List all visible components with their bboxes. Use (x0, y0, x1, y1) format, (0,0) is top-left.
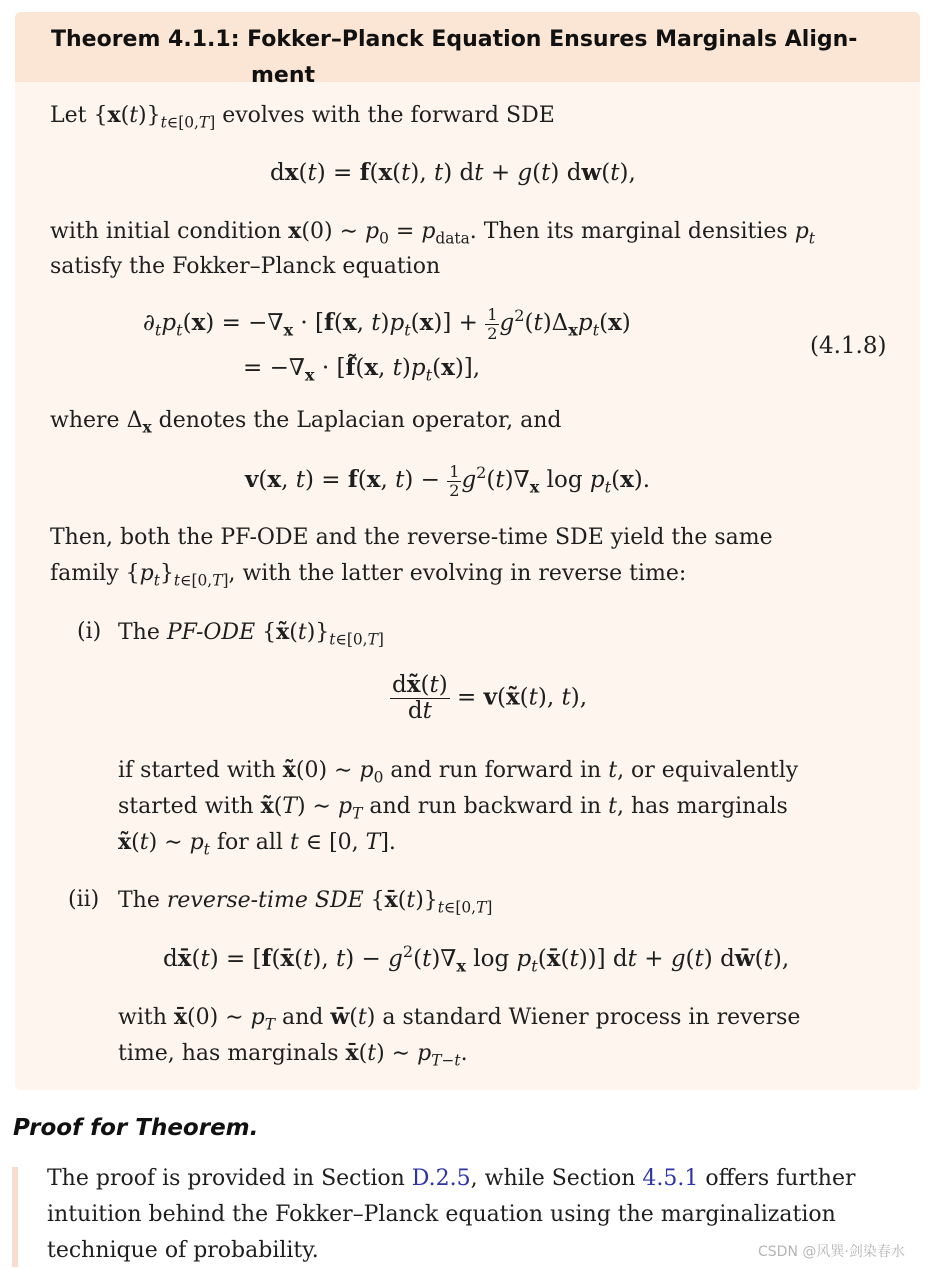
proof-line1-mid: , while Section (470, 1166, 636, 1191)
math-t-range: t ∈ [0, T] (289, 830, 389, 855)
where-line (50, 403, 561, 439)
item2-marker: (ii) (68, 887, 100, 912)
equation-fokker-planck-line1: $\partial_tp_t(x) = -\nabla_x \cdot [f(x$, $t)p_t(x)$] + $\frac{1}{2}$ $g^2(t)\Delta_xp_t(x)$ (143, 304, 631, 343)
watermark: CSDN @风巽·剑染春水 (758, 1244, 905, 1260)
item2-name: reverse-time SDE (166, 888, 364, 913)
item2-cond2-tail: . (460, 1041, 468, 1066)
theorem-title-line2: ment (251, 63, 316, 88)
item2-heading (118, 882, 492, 919)
math-initial-condition: x(0) ∼ $p_0 = p_{data}$ (288, 218, 470, 248)
math-item2-init: x̄(0) ∼ $p_T$ (173, 1004, 275, 1034)
equation-pf-ode: $\frac{dx̃(t)}{dt}$ = v(x̃(t), t), (392, 671, 588, 725)
proof-bar (12, 1167, 18, 1267)
math-reverse-set: $\{x̄(t)\}_{t\in[0,T]}$ (370, 887, 493, 917)
intro-tail: evolves with the forward SDE (222, 103, 555, 128)
item1-cond3-mid: for all (216, 830, 283, 855)
link-section-d25[interactable]: D.2.5 (411, 1166, 471, 1191)
item1-cond2-mid: and run backward in (369, 794, 602, 819)
satisfy-line: satisfy the Fokker–Planck equation (50, 254, 441, 279)
item1-cond3-tail: . (388, 830, 396, 855)
then-line1: Then, both the PF-ODE and the reverse-time SDE yield the same (50, 525, 773, 550)
item1-lead: The (118, 620, 160, 645)
item1-cond3 (118, 824, 396, 861)
proof-line2: intuition behind the Fokker–Planck equation using the marginalization (47, 1202, 836, 1227)
item1-cond2: started with x̃(T) ∼ $p_T$ and run backward in t, has marginals (118, 793, 788, 823)
item1-cond2-lead: started with (118, 794, 254, 819)
equation-fokker-planck-line2: = $-\nabla_x$ · [f̃(x, $t)p_t(x)$], (243, 354, 481, 385)
init-tail: . Then its marginal densities (469, 219, 788, 244)
init-lead: with initial condition (50, 219, 282, 244)
proof-line1 (47, 1161, 855, 1197)
theorem-title (51, 22, 911, 94)
item2-cond2 (118, 1035, 468, 1072)
then-line2 (50, 556, 686, 592)
proof-line3: technique of probability. (47, 1238, 319, 1263)
math-item1-terminal: x̃(T) ∼ $p_T$ (260, 793, 363, 823)
proof-title: Proof for Theorem. (13, 1115, 259, 1141)
equation-reverse-sde: dx̄(t) = [f(x̄(t), $t) - g^2(t)\nabla_x$ $\log p_t(x̄(t))$] dt + g(t) dw̄(t), (163, 942, 790, 976)
initial-condition-line (50, 213, 815, 250)
math-pt: $p_t$ (794, 219, 815, 248)
item1-cond1: if started with x̃(0) ∼ $p_0$ and run forward in t, or equivalently (118, 757, 799, 787)
equation-velocity-field: v(x, t) = f(x, t) − $\frac{1}{2}$ $g^2(t)\nabla_x$ $\log p_t(x)$. (245, 461, 651, 500)
item1-heading (118, 614, 384, 651)
item1-cond1-mid: and run forward in (390, 758, 602, 783)
item2-cond1-lead: with (118, 1005, 167, 1030)
math-item1-marginal: x̃(t) ∼ $p_t$ (118, 829, 210, 859)
item2-lead: The (118, 888, 160, 913)
item1-name: PF-ODE (166, 620, 256, 645)
then-line2-lead: family (50, 561, 119, 586)
math-laplacian: $\Delta_x$ (126, 408, 152, 437)
where-tail: denotes the Laplacian operator, and (158, 408, 562, 433)
item2-cond1 (118, 999, 800, 1036)
link-section-451[interactable]: 4.5.1 (642, 1166, 699, 1191)
item1-cond1-lead: if started with (118, 758, 276, 783)
item1-marker: (i) (77, 619, 102, 644)
proof-line1-lead: The proof is provided in Section (47, 1166, 405, 1191)
item2-cond2-lead: time, has marginals (118, 1041, 339, 1066)
theorem-title-line1: Theorem 4.1.1: Fokker–Planck Equation Ensures Marginals Align- (51, 27, 858, 52)
intro-lead: Let (50, 103, 87, 128)
math-process-set: $\{x(t)\}_{t\in[0,T]}$ (93, 102, 216, 132)
item1-cond1-tail: , or equivalently (617, 758, 799, 783)
item2-cond1-mid: and (281, 1005, 324, 1030)
math-item1-init: x̃(0) ∼ $p_0$ (282, 757, 384, 787)
math-item2-marginal: x̄(t) ∼ $p_{T-t}$ (345, 1040, 461, 1070)
math-pfode-set: $\{x̃(t)\}_{t\in[0,T]}$ (262, 619, 384, 649)
math-item2-wiener: w̄(t) (330, 1004, 376, 1030)
then-line2-tail: , with the latter evolving in reverse time: (228, 561, 687, 586)
item1-cond2-tail: , has marginals (617, 794, 788, 819)
where-lead: where (50, 408, 120, 433)
equation-forward-sde: dx(t) = f(x(t), t) dt + g(t) dw(t), (270, 159, 636, 186)
intro-line (50, 97, 555, 134)
item2-cond1-tail: a standard Wiener process in reverse (382, 1005, 801, 1030)
proof-line1-tail: offers further (705, 1166, 856, 1191)
math-pt-family: $\{p_t\}_{t\in[0,T]}$ (125, 561, 229, 590)
equation-number: (4.1.8) (810, 333, 887, 359)
